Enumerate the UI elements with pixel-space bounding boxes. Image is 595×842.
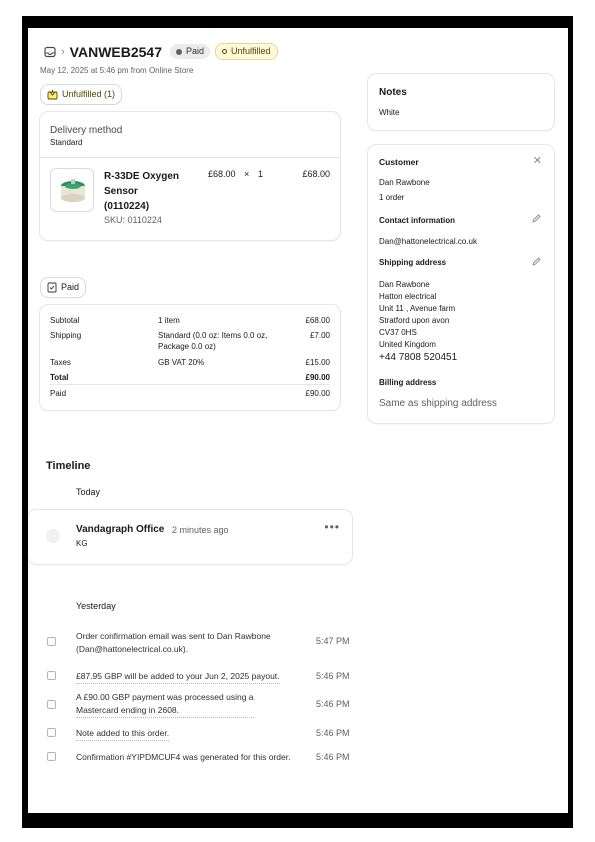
event-checkbox[interactable] [47,637,56,646]
today-label: Today [76,487,101,497]
event-checkbox[interactable] [47,700,56,709]
delivery-method-value: Standard [50,138,83,147]
timeline-event[interactable] [76,670,280,684]
address-line: Dan Rawbone [379,280,430,289]
product-name-line3: (0110224) [104,201,150,212]
address-line: Unit 11 , Avenue farm [379,304,456,313]
event-text: (Dan@hattonelectrical.co.uk). [76,644,189,654]
taxes-label: Taxes [50,358,71,367]
card-divider [40,157,340,158]
event-text: A £90.00 GBP payment was processed using a [76,692,254,702]
product-name-line2: Sensor [104,186,138,197]
timeline-event[interactable] [76,727,169,741]
quantity: 1 [258,169,264,179]
event-time: 5:47 PM [316,636,350,646]
oxygen-sensor-image-icon [51,169,94,212]
total-label: Total [50,373,69,382]
pencil-icon[interactable] [531,213,542,227]
comment-text: KG [76,539,88,548]
timeline-title: Timeline [46,460,91,472]
notes-value: White [379,108,400,117]
subtotal-detail: 1 item [158,316,180,325]
address-line: United Kingdom [379,340,436,349]
paid-badge-label: Paid [186,46,205,56]
timeline-event [76,751,290,764]
unfulfilled-dot-icon [222,49,227,54]
event-text: Note added to this order. [76,728,170,738]
timeline-event [76,630,271,656]
avatar [46,529,60,543]
contact-title: Contact information [379,216,455,225]
comment-card [28,510,352,564]
paid-status-label: Paid [61,282,80,292]
close-icon[interactable]: ✕ [532,155,542,167]
paid-badge [170,44,210,59]
event-text: Order confirmation email was sent to Dan Rawbone [76,631,271,641]
notes-card [368,74,554,130]
delivery-method-title: Delivery method [50,125,123,136]
event-time: 5:46 PM [316,671,350,681]
customer-email[interactable]: Dan@hattonelectrical.co.uk [379,237,477,246]
package-icon [47,89,58,100]
unit-price: £68.00 [208,169,236,179]
unfulfilled-status-pill[interactable] [40,84,122,105]
inbox-icon[interactable] [44,46,56,58]
shipping-detail: Standard (0.0 oz: Items 0.0 oz, Package 0.0 oz) [158,331,268,351]
customer-card [368,145,554,423]
order-header [44,43,278,60]
event-time: 5:46 PM [316,752,350,762]
paid-dot-icon [176,49,182,55]
unfulfilled-badge [215,43,278,60]
customer-name[interactable]: Dan Rawbone [379,178,430,187]
event-text: £87.95 GBP will be added to your Jun 2, 2025 payout. [76,671,280,681]
chevron-right-icon: › [61,45,65,58]
customer-orders[interactable]: 1 order [379,193,405,202]
unfulfilled-badge-label: Unfulfilled [231,46,271,56]
payment-divider [50,384,330,385]
paid-amount: £90.00 [305,389,330,398]
billing-address-value: Same as shipping address [379,398,497,409]
order-subtitle: May 12, 2025 at 5:46 pm from Online Store [40,66,194,75]
order-number: VANWEB2547 [69,43,162,60]
comment-time: 2 minutes ago [172,525,229,535]
product-name[interactable] [104,169,179,214]
customer-phone: +44 7808 520451 [379,352,458,363]
paid-status-pill[interactable] [40,277,86,298]
shipping-address-title: Shipping address [379,258,447,267]
event-text: Mastercard ending in 2608. [76,705,180,715]
billing-address-title: Billing address [379,378,437,387]
times-sign: × [244,169,250,179]
payment-summary-card [40,305,340,410]
product-sku: SKU: 0110224 [104,215,162,225]
receipt-icon [47,282,57,293]
event-time: 5:46 PM [316,728,350,738]
comment-author: Vandagraph Office [76,524,165,535]
subtotal-label: Subtotal [50,316,80,325]
unfulfilled-status-label: Unfulfilled (1) [62,89,116,99]
address-line: CV37 0HS [379,328,417,337]
total-amount: £90.00 [305,373,330,382]
shipping-label: Shipping [50,331,82,340]
shipping-address [379,279,455,351]
address-line: Hatton electrical [379,292,437,301]
more-horizontal-icon[interactable]: ••• [324,520,340,534]
event-time: 5:46 PM [316,699,350,709]
product-thumbnail[interactable] [50,168,94,212]
shipping-amount: £7.00 [309,331,330,340]
paid-label: Paid [50,389,67,398]
taxes-detail: GB VAT 20% [158,358,205,367]
event-text: Confirmation #YIPDMCUF4 was generated for this order. [76,752,291,762]
event-checkbox[interactable] [47,752,56,761]
yesterday-label: Yesterday [76,601,116,611]
order-page [28,28,568,813]
product-name-line1: R-33DE Oxygen [104,171,180,182]
customer-title: Customer [379,157,419,167]
event-checkbox[interactable] [47,671,56,680]
taxes-amount: £15.00 [305,358,330,367]
event-checkbox[interactable] [47,728,56,737]
timeline-event[interactable] [76,691,254,718]
notes-title: Notes [379,87,407,98]
line-total: £68.00 [302,169,330,179]
pencil-icon[interactable] [531,256,542,270]
subtotal-amount: £68.00 [305,316,330,325]
fulfillment-card [40,112,340,240]
address-line: Stratford upon avon [379,316,450,325]
